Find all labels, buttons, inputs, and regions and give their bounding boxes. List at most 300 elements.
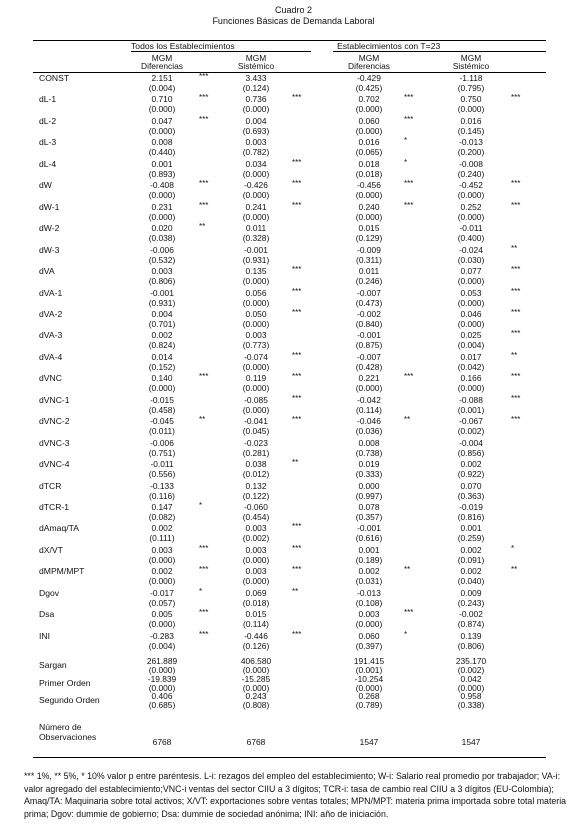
significance-stars: *** — [404, 93, 414, 103]
variable-label: dW-1 — [39, 201, 60, 212]
coef-value: -0.023 — [244, 437, 268, 448]
coef-value: -0.452 — [459, 180, 483, 191]
pvalue: (0.004) — [148, 83, 176, 93]
pvalue: (0.065) — [355, 147, 383, 158]
coef-value: 0.736 — [245, 94, 267, 105]
significance-stars: *** — [199, 114, 209, 124]
pvalue: (0.440) — [148, 147, 176, 158]
test-value: 0.243 — [245, 691, 267, 701]
test-pvalue: (0.000) — [148, 682, 176, 693]
significance-stars: *** — [292, 522, 302, 532]
coef-value: 0.046 — [460, 308, 482, 319]
variable-label: dMPM/MPT — [39, 566, 85, 577]
group-underline-all — [131, 51, 311, 52]
coef-value: 0.750 — [460, 94, 482, 105]
observations-label: Número de — [39, 722, 82, 732]
significance-stars: *** — [292, 307, 302, 317]
pvalue: (0.000) — [457, 104, 485, 115]
significance-stars: *** — [511, 200, 521, 210]
pvalue: (0.425) — [355, 83, 383, 93]
test-pvalue: (0.685) — [148, 700, 176, 710]
test-value: -19.839 — [147, 673, 177, 684]
coef-value: 0.060 — [358, 115, 380, 126]
significance-stars: *** — [292, 565, 302, 575]
coef-value: 0.710 — [151, 94, 173, 105]
coef-value: -0.019 — [459, 502, 483, 512]
coef-value: 0.077 — [460, 266, 482, 277]
coef-value: -0.046 — [357, 416, 381, 427]
pvalue: (0.057) — [148, 597, 176, 608]
coef-value: -0.002 — [459, 609, 483, 620]
pvalue: (0.038) — [148, 233, 176, 244]
test-value: 191.415 — [353, 656, 385, 666]
coef-value: 0.069 — [245, 587, 267, 598]
coef-value: 0.001 — [151, 158, 173, 169]
significance-stars: * — [199, 586, 203, 596]
test-value: -15.285 — [241, 673, 271, 684]
coef-value: 0.001 — [358, 544, 380, 555]
coef-value: 0.003 — [245, 330, 267, 341]
observations-label: Observaciones — [39, 732, 97, 742]
observations-value: 1547 — [461, 737, 481, 747]
significance-stars: *** — [511, 286, 521, 296]
coef-value: 0.011 — [245, 223, 267, 234]
coef-value: -0.001 — [150, 287, 174, 298]
significance-stars: *** — [511, 307, 521, 317]
variable-label: dVNC-2 — [39, 416, 70, 427]
significance-stars: *** — [404, 114, 414, 124]
coef-value: 0.000 — [358, 480, 380, 491]
pvalue: (0.693) — [242, 125, 270, 136]
coef-value: 0.018 — [358, 158, 380, 169]
test-value: 0.958 — [460, 691, 482, 701]
pvalue: (0.000) — [457, 383, 485, 394]
variable-label: CONST — [39, 73, 70, 83]
column-header-line2: Diferencias — [141, 61, 183, 71]
test-value: 261.889 — [146, 656, 178, 666]
significance-stars: *** — [404, 608, 414, 618]
significance-stars: *** — [292, 372, 302, 382]
pvalue: (0.091) — [457, 554, 485, 565]
test-value: 406.580 — [240, 656, 272, 666]
test-pvalue: (0.338) — [457, 700, 485, 710]
pvalue: (0.042) — [457, 361, 485, 372]
coef-value: 0.003 — [151, 544, 173, 555]
significance-stars: ** — [199, 222, 206, 232]
coef-value: 0.008 — [151, 137, 173, 148]
pvalue: (0.243) — [457, 597, 485, 608]
pvalue: (0.000) — [242, 361, 270, 372]
column-header-line1: MGM — [358, 53, 380, 63]
pvalue: (0.000) — [148, 125, 176, 136]
pvalue: (0.000) — [148, 554, 176, 565]
pvalue: (0.931) — [148, 297, 176, 308]
pvalue: (0.000) — [242, 276, 270, 287]
coef-value: 0.002 — [460, 566, 482, 577]
coef-value: -0.009 — [357, 244, 381, 255]
coef-value: 0.139 — [460, 630, 482, 641]
coef-value: 0.001 — [460, 523, 482, 534]
pvalue: (0.000) — [355, 383, 383, 394]
coef-value: 0.135 — [245, 266, 267, 277]
pvalue: (0.000) — [355, 190, 383, 201]
significance-stars: *** — [292, 265, 302, 275]
pvalue: (0.000) — [457, 190, 485, 201]
coef-value: 0.003 — [245, 137, 267, 148]
coef-value: -0.045 — [150, 416, 174, 427]
significance-stars: *** — [511, 393, 521, 403]
significance-stars: *** — [292, 93, 302, 103]
coef-value: 0.078 — [358, 502, 380, 512]
pvalue: (0.000) — [242, 383, 270, 394]
coef-value: 0.060 — [358, 630, 380, 641]
variable-label: dVNC-1 — [39, 394, 70, 405]
significance-stars: *** — [511, 93, 521, 103]
pvalue: (0.111) — [149, 533, 175, 544]
significance-stars: *** — [292, 393, 302, 403]
test-pvalue: (0.000) — [355, 682, 383, 693]
observations-value: 6768 — [246, 737, 266, 747]
observations-value: 1547 — [359, 737, 379, 747]
pvalue: (0.000) — [457, 318, 485, 329]
column-header-line1: MGM — [245, 53, 267, 63]
coef-value: 0.019 — [358, 459, 380, 470]
coef-value: 0.015 — [245, 609, 267, 620]
column-header-line1: MGM — [460, 53, 482, 63]
significance-stars: *** — [199, 629, 209, 639]
significance-stars: *** — [511, 179, 521, 189]
significance-stars: *** — [199, 93, 209, 103]
pvalue: (0.030) — [457, 254, 485, 265]
pvalue: (0.004) — [148, 640, 176, 651]
coef-value: 0.016 — [358, 137, 380, 148]
pvalue: (0.018) — [242, 597, 270, 608]
pvalue: (0.893) — [148, 168, 176, 179]
variable-label: dL-3 — [39, 137, 57, 148]
pvalue: (0.840) — [355, 318, 383, 329]
significance-stars: *** — [511, 415, 521, 425]
pvalue: (0.311) — [356, 254, 382, 265]
coef-value: -0.446 — [244, 630, 268, 641]
variable-label: INI — [39, 630, 50, 641]
coef-value: 0.008 — [358, 437, 380, 448]
table-title: Funciones Básicas de Demanda Laboral — [212, 16, 375, 26]
coef-value: -0.088 — [459, 394, 483, 405]
coef-value: 0.166 — [460, 373, 482, 384]
coef-value: 0.025 — [460, 330, 482, 341]
table-number: Cuadro 2 — [274, 5, 313, 15]
pvalue: (0.000) — [242, 576, 270, 587]
pvalue: (0.000) — [148, 104, 176, 115]
significance-stars: *** — [292, 179, 302, 189]
pvalue: (0.824) — [148, 340, 176, 351]
coef-value: 0.003 — [245, 544, 267, 555]
coef-value: 0.140 — [151, 373, 173, 384]
pvalue: (0.738) — [355, 447, 383, 458]
pvalue: (0.004) — [457, 340, 485, 351]
pvalue: (0.000) — [457, 297, 485, 308]
pvalue: (0.018) — [355, 168, 383, 179]
coef-value: -0.456 — [357, 180, 381, 191]
coef-value: 0.005 — [151, 609, 173, 620]
pvalue: (0.428) — [355, 361, 383, 372]
group-header-t23: Establecimientos con T=23 — [337, 41, 441, 51]
pvalue: (0.000) — [148, 211, 176, 222]
coef-value: 0.252 — [460, 201, 482, 212]
significance-stars: *** — [199, 543, 209, 553]
coef-value: -1.118 — [459, 73, 483, 83]
variable-label: dTCR — [39, 480, 62, 491]
coef-value: -0.024 — [459, 244, 483, 255]
pvalue: (0.773) — [242, 340, 270, 351]
coef-value: 0.003 — [245, 523, 267, 534]
coef-value: 0.020 — [151, 223, 173, 234]
test-pvalue: (0.002) — [457, 665, 485, 675]
pvalue: (0.189) — [355, 554, 383, 565]
significance-stars: *** — [199, 200, 209, 210]
coef-value: 3.433 — [245, 73, 267, 83]
coef-value: 0.231 — [151, 201, 173, 212]
pvalue: (0.000) — [242, 554, 270, 565]
coef-value: -0.283 — [150, 630, 174, 641]
variable-label: dX/VT — [39, 544, 63, 555]
coef-value: -0.074 — [244, 351, 268, 362]
pvalue: (0.000) — [355, 211, 383, 222]
column-header-line2: Diferencias — [348, 61, 390, 71]
test-pvalue: (0.000) — [457, 682, 485, 693]
pvalue: (0.281) — [242, 447, 270, 458]
significance-stars: *** — [199, 608, 209, 618]
coef-value: 0.003 — [358, 609, 380, 620]
test-pvalue: (0.000) — [242, 682, 270, 693]
group-header-all: Todos los Establecimientos — [131, 41, 235, 51]
pvalue: (0.114) — [356, 404, 382, 415]
significance-stars: ** — [511, 243, 518, 253]
coef-value: 0.002 — [358, 566, 380, 577]
significance-stars: *** — [199, 372, 209, 382]
significance-stars: * — [404, 157, 408, 167]
pvalue: (0.795) — [457, 83, 485, 93]
significance-stars: *** — [292, 286, 302, 296]
variable-label: dVA — [39, 266, 55, 277]
test-label: Sargan — [39, 660, 67, 670]
pvalue: (0.045) — [242, 426, 270, 437]
pvalue: (0.000) — [355, 619, 383, 630]
test-value: 0.042 — [460, 673, 482, 684]
coef-value: 0.038 — [245, 459, 267, 470]
coef-value: -0.067 — [459, 416, 483, 427]
significance-stars: *** — [199, 179, 209, 189]
significance-stars: ** — [511, 350, 518, 360]
coef-value: 0.241 — [245, 201, 267, 212]
pvalue: (0.246) — [355, 276, 383, 287]
pvalue: (0.333) — [355, 469, 383, 480]
pvalue: (0.874) — [457, 619, 485, 630]
significance-stars: *** — [404, 200, 414, 210]
column-header-line1: MGM — [151, 53, 173, 63]
coef-value: 0.702 — [358, 94, 380, 105]
coef-value: 0.009 — [460, 587, 482, 598]
variable-label: dAmaq/TA — [39, 523, 79, 534]
pvalue: (0.000) — [355, 104, 383, 115]
coef-value: 0.002 — [460, 544, 482, 555]
test-pvalue: (0.000) — [242, 665, 270, 675]
coef-value: 0.015 — [358, 223, 380, 234]
coef-value: -0.060 — [244, 502, 268, 512]
coef-value: 0.016 — [460, 115, 482, 126]
pvalue: (0.357) — [355, 512, 383, 522]
test-pvalue: (0.808) — [242, 700, 270, 710]
significance-stars: * — [199, 501, 203, 510]
coef-value: -0.133 — [150, 480, 174, 491]
coef-value: 0.070 — [460, 480, 482, 491]
coef-value: 0.014 — [151, 351, 173, 362]
variable-label: dL-2 — [39, 115, 57, 126]
pvalue: (0.259) — [457, 533, 485, 544]
pvalue: (0.000) — [148, 383, 176, 394]
variable-label: dW-2 — [39, 223, 60, 234]
coef-value: 0.053 — [460, 287, 482, 298]
coef-value: -0.011 — [459, 223, 483, 234]
variable-label: dW — [39, 180, 52, 191]
pvalue: (0.328) — [242, 233, 270, 244]
pvalue: (0.454) — [242, 512, 270, 522]
pvalue: (0.122) — [242, 490, 270, 501]
pvalue: (0.816) — [457, 512, 485, 522]
variable-label: dVA-1 — [39, 287, 63, 298]
coef-value: 0.003 — [245, 566, 267, 577]
variable-label: Dgov — [39, 587, 60, 598]
significance-stars: ** — [292, 586, 299, 596]
significance-stars: ** — [404, 565, 411, 575]
pvalue: (0.114) — [243, 619, 269, 630]
coef-value: 2.151 — [151, 73, 173, 83]
test-value: -10.254 — [354, 673, 384, 684]
coef-value: -0.041 — [244, 416, 268, 427]
pvalue: (0.082) — [148, 512, 176, 522]
pvalue: (0.000) — [457, 276, 485, 287]
test-value: 0.268 — [358, 691, 380, 701]
bottom-rule — [33, 757, 546, 758]
coef-value: -0.001 — [357, 523, 381, 534]
variable-label: dW-3 — [39, 244, 60, 255]
coef-value: -0.011 — [150, 459, 174, 470]
coef-value: -0.013 — [357, 587, 381, 598]
pvalue: (0.000) — [242, 190, 270, 201]
observations-value: 6768 — [152, 737, 172, 747]
pvalue: (0.997) — [355, 490, 383, 501]
pvalue: (0.002) — [457, 426, 485, 437]
coef-value: 0.034 — [245, 158, 267, 169]
test-pvalue: (0.000) — [148, 665, 176, 675]
pvalue: (0.000) — [242, 168, 270, 179]
significance-stars: * — [404, 136, 408, 146]
significance-stars: *** — [404, 372, 414, 382]
coef-value: 0.003 — [151, 266, 173, 277]
coef-value: -0.006 — [150, 244, 174, 255]
significance-stars: *** — [404, 179, 414, 189]
pvalue: (0.036) — [355, 426, 383, 437]
significance-stars: * — [404, 629, 408, 639]
pvalue: (0.856) — [457, 447, 485, 458]
coef-value: 0.132 — [245, 480, 267, 491]
coef-value: -0.042 — [357, 394, 381, 405]
coef-value: 0.017 — [460, 351, 482, 362]
variable-label: dL-1 — [39, 94, 57, 105]
coef-value: -0.001 — [357, 330, 381, 341]
coef-value: -0.008 — [459, 158, 483, 169]
significance-stars: *** — [292, 629, 302, 639]
pvalue: (0.922) — [457, 469, 485, 480]
pvalue: (0.000) — [242, 297, 270, 308]
pvalue: (0.000) — [355, 125, 383, 136]
coef-value: 0.002 — [151, 566, 173, 577]
pvalue: (0.011) — [149, 426, 175, 437]
pvalue: (0.129) — [355, 233, 383, 244]
coef-value: 0.240 — [358, 201, 380, 212]
coef-value: 0.002 — [151, 523, 173, 534]
significance-stars: *** — [292, 415, 302, 425]
coef-value: -0.007 — [357, 287, 381, 298]
pvalue: (0.458) — [148, 404, 176, 415]
pvalue: (0.000) — [242, 404, 270, 415]
pvalue: (0.473) — [355, 297, 383, 308]
coef-value: -0.006 — [150, 437, 174, 448]
pvalue: (0.931) — [242, 254, 270, 265]
significance-stars: *** — [511, 265, 521, 275]
pvalue: (0.782) — [242, 147, 270, 158]
test-pvalue: (0.001) — [355, 665, 383, 675]
coef-value: -0.007 — [357, 351, 381, 362]
variable-label: dTCR-1 — [39, 502, 70, 512]
variable-label: dVNC-4 — [39, 459, 70, 470]
pvalue: (0.012) — [242, 469, 270, 480]
variable-label: dVA-4 — [39, 351, 63, 362]
coef-value: 0.004 — [245, 115, 267, 126]
variable-label: dL-4 — [39, 158, 57, 169]
pvalue: (0.000) — [242, 211, 270, 222]
significance-stars: *** — [199, 565, 209, 575]
pvalue: (0.000) — [242, 104, 270, 115]
pvalue: (0.000) — [148, 619, 176, 630]
pvalue: (0.031) — [355, 576, 383, 587]
variable-label: dVA-3 — [39, 330, 63, 341]
test-label: Segundo Orden — [39, 695, 100, 705]
pvalue: (0.002) — [242, 533, 270, 544]
coef-value: 0.056 — [245, 287, 267, 298]
variable-label: dVNC-3 — [39, 437, 70, 448]
pvalue: (0.400) — [457, 233, 485, 244]
coef-value: -0.429 — [357, 73, 381, 83]
pvalue: (0.397) — [355, 640, 383, 651]
pvalue: (0.116) — [149, 490, 175, 501]
coef-value: -0.426 — [244, 180, 268, 191]
variable-label: dVNC — [39, 373, 62, 384]
coef-value: 0.011 — [358, 266, 380, 277]
group-underline-t23 — [333, 51, 546, 52]
coef-value: -0.002 — [357, 308, 381, 319]
significance-stars: ** — [511, 565, 518, 575]
coef-value: -0.004 — [459, 437, 483, 448]
pvalue: (0.806) — [457, 640, 485, 651]
column-header-line2: Sistémico — [237, 61, 275, 71]
significance-stars: ** — [292, 458, 299, 468]
coef-value: 0.004 — [151, 308, 173, 319]
significance-stars: * — [511, 543, 515, 553]
pvalue: (0.000) — [242, 318, 270, 329]
pvalue: (0.363) — [457, 490, 485, 501]
coef-value: 0.119 — [245, 373, 267, 384]
